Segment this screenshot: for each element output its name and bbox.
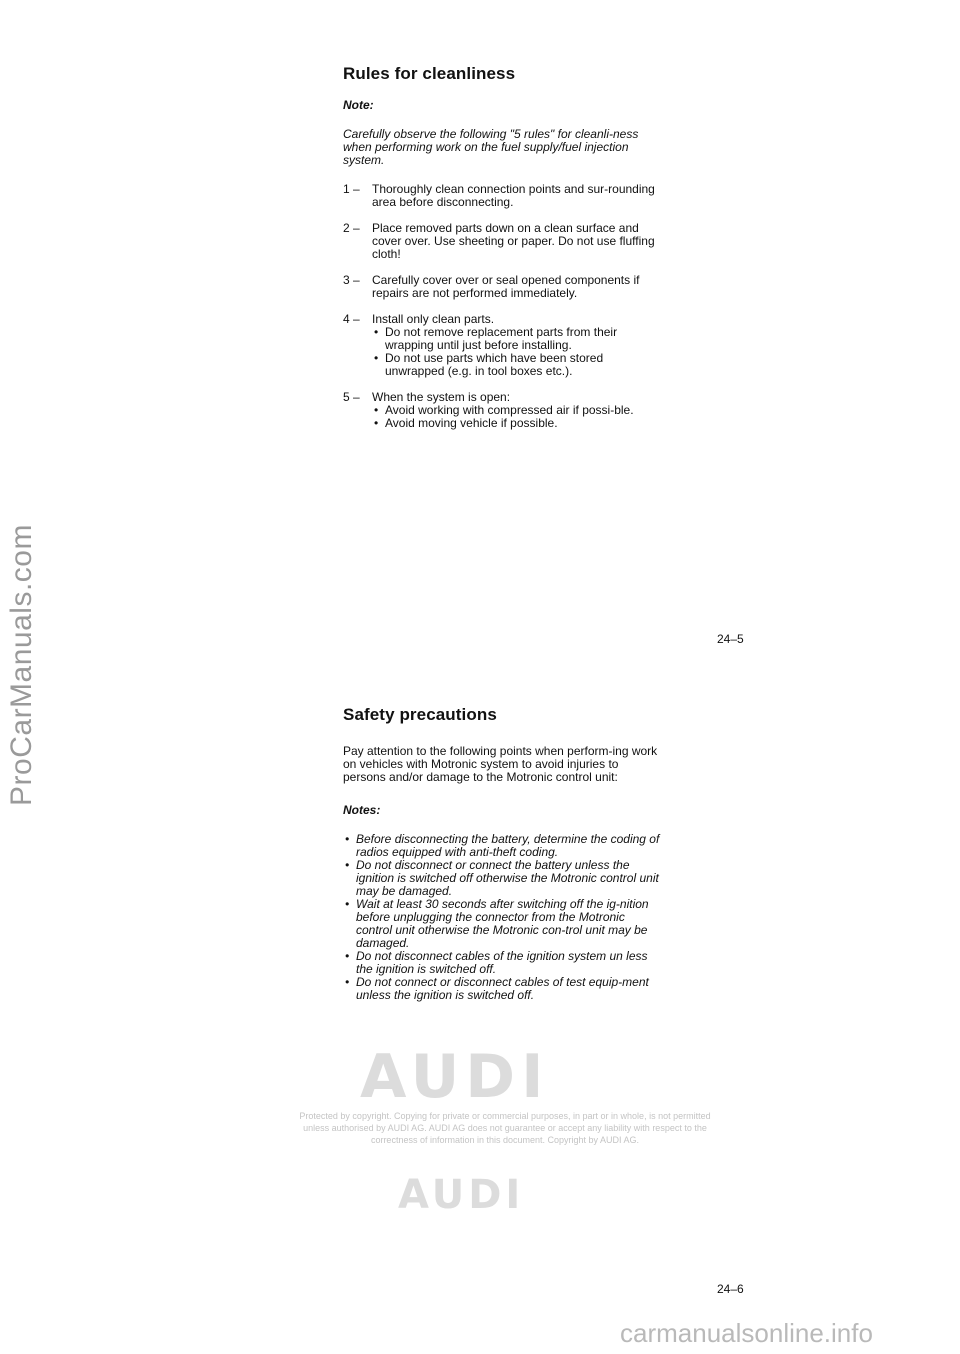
rule-number: 4 – bbox=[343, 312, 360, 326]
rule-number: 5 – bbox=[343, 390, 360, 404]
rule-item bbox=[343, 391, 663, 430]
rule-item bbox=[343, 274, 663, 300]
copyright-notice: Protected by copyright. Copying for private or commercial purposes, in part or in whole, is not permitted unless authorised by AUDI AG. AUDI AG does not guarantee or accept any liability with respect to the correctness of information in this document. Copyright by AUDI AG. bbox=[299, 1111, 711, 1145]
page-title: Safety precautions bbox=[343, 705, 497, 724]
rules-list bbox=[343, 183, 663, 430]
note-item: • Before disconnecting the battery, determine the coding of radios equipped with anti-theft coding. bbox=[343, 833, 663, 859]
rule-bullet: • Avoid working with compressed air if possi-ble. bbox=[372, 404, 663, 417]
notes-list bbox=[343, 833, 663, 1002]
rule-text: When the system is open: bbox=[372, 390, 511, 404]
rule-bullets bbox=[372, 404, 663, 430]
rule-number: 3 – bbox=[343, 273, 360, 287]
side-watermark: ProCarManuals.com bbox=[5, 524, 38, 806]
rule-number: 2 – bbox=[343, 221, 360, 235]
note-item: • Do not disconnect cables of the ignition system un less the ignition is switched off. bbox=[343, 950, 663, 976]
note-item: • Wait at least 30 seconds after switching off the ig-nition before unplugging the connector from the Motronic control unit otherwise the Motronic con-trol unit may be damaged. bbox=[343, 898, 663, 950]
audi-watermark-logo: AUDI bbox=[360, 1042, 550, 1112]
page-number: 24–6 bbox=[717, 1282, 744, 1296]
rule-item bbox=[343, 183, 663, 209]
intro-text: Pay attention to the following points when perform-ing work on vehicles with Motronic system to avoid injuries to persons and/or damage to the Motronic control unit: bbox=[343, 744, 658, 784]
page-safety-precautions bbox=[343, 705, 663, 1002]
rule-text: Place removed parts down on a clean surface and cover over. Use sheeting or paper. Do not use fluffing cloth! bbox=[372, 221, 655, 261]
rule-bullet: • Do not remove replacement parts from their wrapping until just before installing. bbox=[372, 326, 663, 352]
page-number: 24–5 bbox=[717, 632, 744, 646]
note-item: • Do not disconnect or connect the battery unless the ignition is switched off otherwise the Motronic control unit may be damaged. bbox=[343, 859, 663, 898]
rule-number: 1 – bbox=[343, 182, 360, 196]
page-title: Rules for cleanliness bbox=[343, 64, 516, 83]
rule-item bbox=[343, 313, 663, 378]
rule-text: Carefully cover over or seal opened components if repairs are not performed immediately. bbox=[372, 273, 640, 300]
rule-bullets bbox=[372, 326, 663, 378]
rule-bullet: • Do not use parts which have been stored unwrapped (e.g. in tool boxes etc.). bbox=[372, 352, 663, 378]
note-label: Note: bbox=[343, 98, 374, 112]
rule-text: Install only clean parts. bbox=[372, 312, 495, 326]
rule-bullet: • Avoid moving vehicle if possible. bbox=[372, 417, 663, 430]
note-text: Carefully observe the following "5 rules" for cleanli-ness when performing work on the fuel supply/fuel injection system. bbox=[343, 127, 639, 167]
rule-text: Thoroughly clean connection points and sur-rounding area before disconnecting. bbox=[372, 182, 655, 209]
page-rules-for-cleanliness bbox=[343, 64, 663, 430]
rule-item bbox=[343, 222, 663, 261]
footer-watermark: carmanualsonline.info bbox=[620, 1318, 873, 1348]
audi-watermark-logo-lower: AUDI bbox=[398, 1172, 525, 1218]
note-item: • Do not connect or disconnect cables of test equip-ment unless the ignition is switched off. bbox=[343, 976, 663, 1002]
notes-label: Notes: bbox=[343, 803, 381, 817]
